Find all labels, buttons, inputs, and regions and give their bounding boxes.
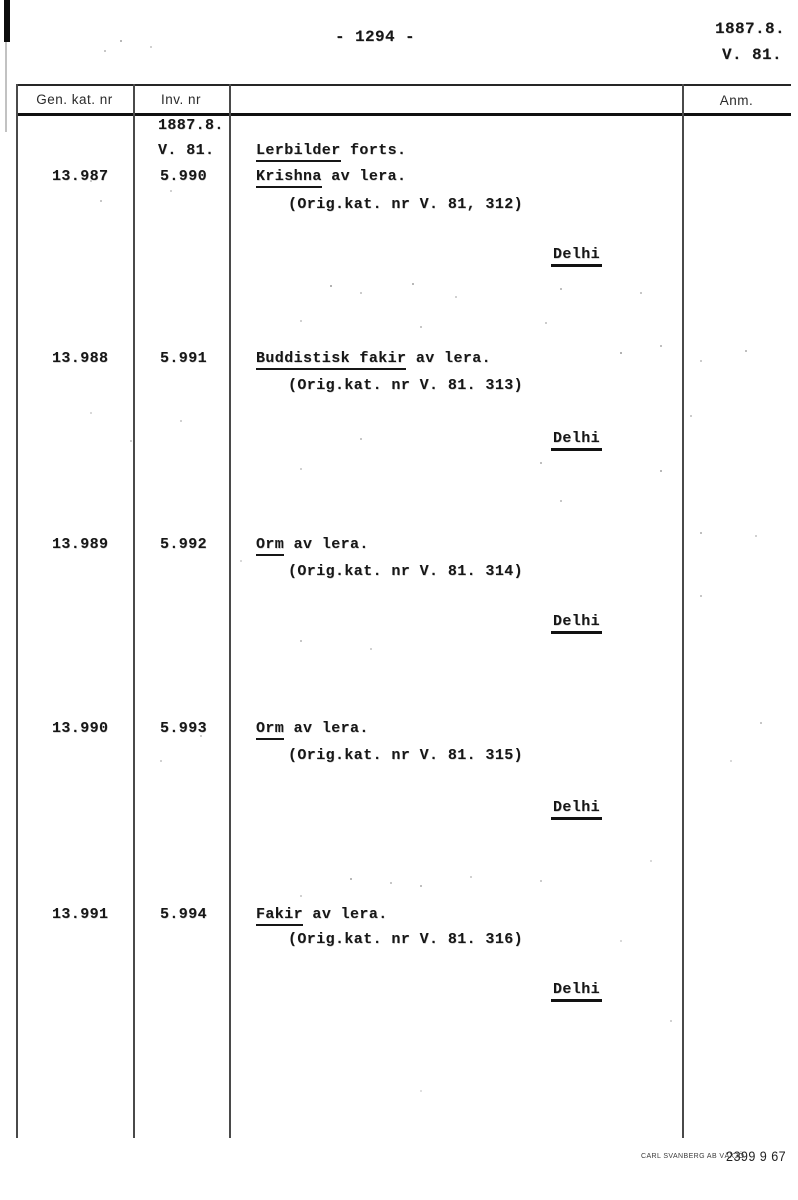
gen-kat-nr-value: 13.989 [52, 536, 109, 553]
place-name-text: Delhi [551, 246, 602, 267]
inv-nr-value: 5.994 [160, 906, 208, 923]
place-name-text: Delhi [551, 430, 602, 451]
orig-ref: (Orig.kat. nr V. 81. 315) [288, 747, 524, 764]
inv-ref-volume: V. 81. [158, 142, 215, 159]
ref-year: 1887.8. [715, 20, 786, 38]
section-heading [256, 142, 406, 160]
printer-code: 2399 9 67 [726, 1148, 787, 1164]
inv-nr-value: 5.991 [160, 350, 208, 367]
page-number: - 1294 - [335, 28, 416, 46]
section-heading-underlined: Lerbilder [256, 142, 341, 162]
entry-title [256, 536, 369, 554]
place-name [551, 246, 602, 264]
column-divider-3 [682, 84, 684, 1138]
entry-title-rest: av lera. [284, 720, 369, 737]
entry-title-underlined: Krishna [256, 168, 322, 188]
gen-kat-nr-value: 13.991 [52, 906, 109, 923]
inv-nr-value: 5.992 [160, 536, 208, 553]
column-divider-2 [229, 84, 231, 1138]
entry-title-underlined: Buddistisk fakir [256, 350, 406, 370]
scan-edge-bar [4, 0, 10, 42]
place-name [551, 613, 602, 631]
header-anm: Anm. [719, 93, 754, 108]
inv-nr-value: 5.993 [160, 720, 208, 737]
entry-title [256, 720, 369, 738]
entry-title-underlined: Orm [256, 720, 284, 740]
ref-volume: V. 81. [722, 46, 783, 64]
entry-title-rest: av lera. [284, 536, 369, 553]
column-divider-1 [133, 84, 135, 1138]
table-left-border [16, 84, 18, 1138]
scan-noise [0, 0, 2, 2]
gen-kat-nr-value: 13.987 [52, 168, 109, 185]
printer-mark: CARL SVANBERG AB VÄXJÖ [641, 1153, 745, 1160]
orig-ref: (Orig.kat. nr V. 81. 313) [288, 377, 524, 394]
place-name [551, 799, 602, 817]
orig-ref: (Orig.kat. nr V. 81. 314) [288, 563, 524, 580]
header-gen-kat-nr: Gen. kat. nr [36, 92, 113, 107]
gen-kat-nr-value: 13.988 [52, 350, 109, 367]
place-name [551, 981, 602, 999]
orig-ref: (Orig.kat. nr V. 81. 316) [288, 931, 524, 948]
inv-nr-value: 5.990 [160, 168, 208, 185]
section-heading-rest: forts. [340, 142, 407, 159]
orig-ref: (Orig.kat. nr V. 81, 312) [288, 196, 524, 213]
entry-title-rest: av lera. [303, 906, 388, 923]
entry-title [256, 906, 388, 924]
header-inv-nr: Inv. nr [160, 92, 201, 107]
entry-title-underlined: Fakir [256, 906, 303, 926]
entry-title-underlined: Orm [256, 536, 284, 556]
scan-edge-line [5, 42, 7, 132]
gen-kat-nr-value: 13.990 [52, 720, 109, 737]
entry-title-rest: av lera. [406, 350, 492, 367]
entry-title [256, 350, 491, 368]
place-name [551, 430, 602, 448]
inv-ref-year: 1887.8. [158, 117, 224, 134]
place-name-text: Delhi [551, 981, 602, 1002]
place-name-text: Delhi [551, 613, 602, 634]
place-name-text: Delhi [551, 799, 602, 820]
entry-title [256, 168, 406, 186]
entry-title-rest: av lera. [321, 168, 407, 185]
